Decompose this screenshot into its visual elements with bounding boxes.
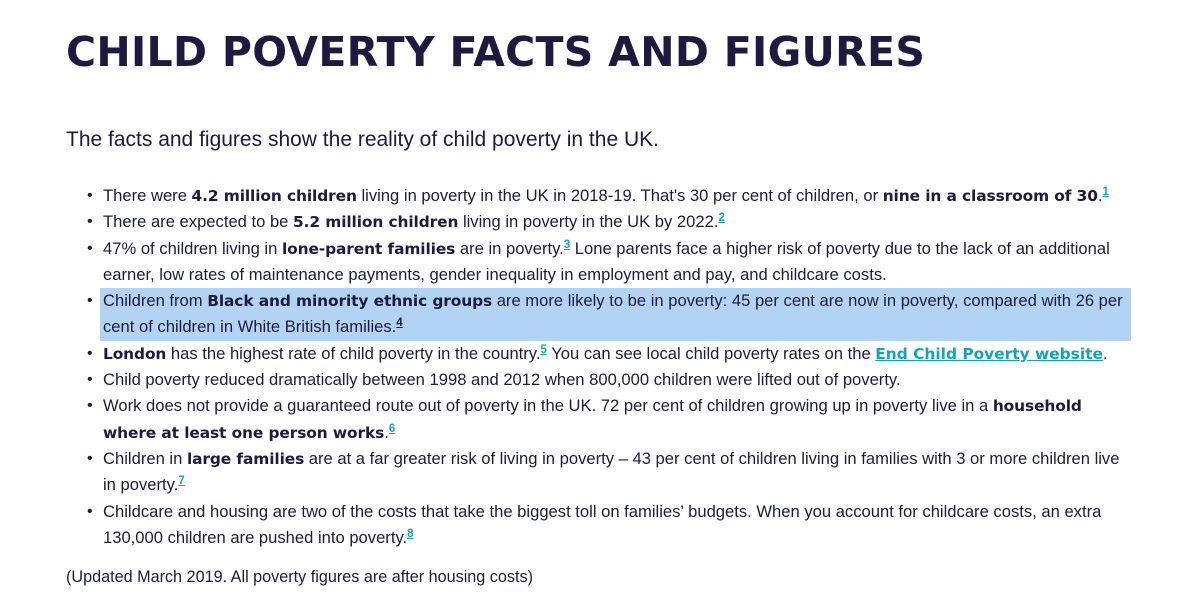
fact-highlight: household where at least one person works — [103, 397, 1082, 442]
footnote-link-8[interactable]: 8 — [407, 527, 414, 540]
fact-highlight: nine in a classroom of 30 — [882, 187, 1098, 205]
fact-item-3 — [87, 236, 1135, 289]
fact-text: There were — [103, 186, 192, 205]
footnote-link-4[interactable]: 4 — [396, 317, 403, 330]
bullet-icon: • — [87, 344, 93, 362]
bullet-icon: • — [87, 213, 93, 231]
bullet-icon: • — [87, 292, 93, 310]
footnote-link-2[interactable]: 2 — [718, 212, 725, 225]
fact-item-9 — [87, 499, 1135, 552]
fact-item-5 — [87, 341, 1135, 367]
fact-text: 47% of children living in — [103, 238, 282, 258]
fact-text: are in poverty. — [455, 238, 564, 258]
facts-list — [87, 183, 1135, 551]
bullet-icon: • — [87, 502, 93, 520]
fact-text: living in poverty in the UK by 2022. — [458, 212, 719, 232]
fact-text: has the highest rate of child poverty in the country. — [166, 343, 541, 363]
fact-highlight: lone-parent families — [281, 239, 456, 258]
footnote-link-7[interactable]: 7 — [178, 475, 185, 488]
bullet-icon: • — [87, 239, 93, 257]
fact-text: . — [384, 422, 389, 442]
fact-item-7 — [87, 393, 1135, 446]
fact-text: . — [1102, 343, 1108, 363]
fact-text: You can see local child poverty rates on the — [546, 343, 876, 363]
footnote-link-3[interactable]: 3 — [563, 238, 571, 251]
fact-text: are more likely to be in poverty: 45 per cent are now in poverty, compared with 26 per cent of children in White British families. — [103, 291, 1123, 337]
fact-text: living in poverty in the UK in 2018-19. That's 30 per cent of children, or — [356, 186, 883, 205]
fact-highlight: Black and minority ethnic groups — [207, 292, 493, 311]
intro-paragraph: The facts and figures show the reality of child poverty in the UK. — [66, 128, 659, 151]
fact-item-6 — [87, 367, 1135, 393]
fact-text: Childcare and housing are two of the costs that take the biggest toll on families’ budgets. When you account for childcare costs, an extra 130,000 children are pushed into poverty. — [103, 501, 1102, 547]
fact-highlight: 4.2 million children — [191, 187, 357, 205]
fact-highlight: London — [103, 344, 167, 363]
updated-note: (Updated March 2019. All poverty figures are after housing costs) — [66, 568, 533, 586]
fact-highlight: large families — [186, 449, 305, 468]
fact-item-2 — [87, 209, 1135, 235]
fact-text: Child poverty reduced dramatically between 1998 and 2012 when 800,000 children were lifted out of poverty. — [103, 370, 901, 390]
footnote-link-5[interactable]: 5 — [540, 343, 547, 356]
bullet-icon: • — [87, 397, 93, 415]
footnote-link-1[interactable]: 1 — [1102, 186, 1109, 198]
end-child-poverty-link[interactable]: End Child Poverty website — [875, 344, 1103, 363]
fact-text: . — [1097, 186, 1103, 205]
fact-text: Children in — [103, 448, 187, 468]
fact-text: Lone parents face a higher risk of poverty due to the lack of an additional earner, low rates of maintenance payments, gender inequality in employment and pay, and childcare costs. — [103, 238, 1110, 284]
fact-text: are at a far greater risk of living in poverty – 43 per cent of children living in families with 3 or more children live in poverty. — [103, 448, 1120, 495]
fact-item-4-selected[interactable] — [87, 288, 1131, 341]
fact-text: Children from — [103, 291, 208, 311]
fact-item-1 — [87, 183, 1135, 209]
fact-highlight: 5.2 million children — [293, 213, 459, 232]
footnote-link-6[interactable]: 6 — [388, 422, 396, 435]
bullet-icon: • — [87, 449, 93, 467]
fact-text: There are expected to be — [103, 212, 294, 232]
page-title: CHILD POVERTY FACTS AND FIGURES — [66, 28, 926, 76]
bullet-icon: • — [87, 187, 93, 204]
fact-text: Work does not provide a guaranteed route out of poverty in the UK. 72 per cent of children growing up in poverty live in a — [103, 396, 993, 416]
fact-item-8 — [87, 446, 1135, 499]
bullet-icon: • — [87, 371, 93, 389]
